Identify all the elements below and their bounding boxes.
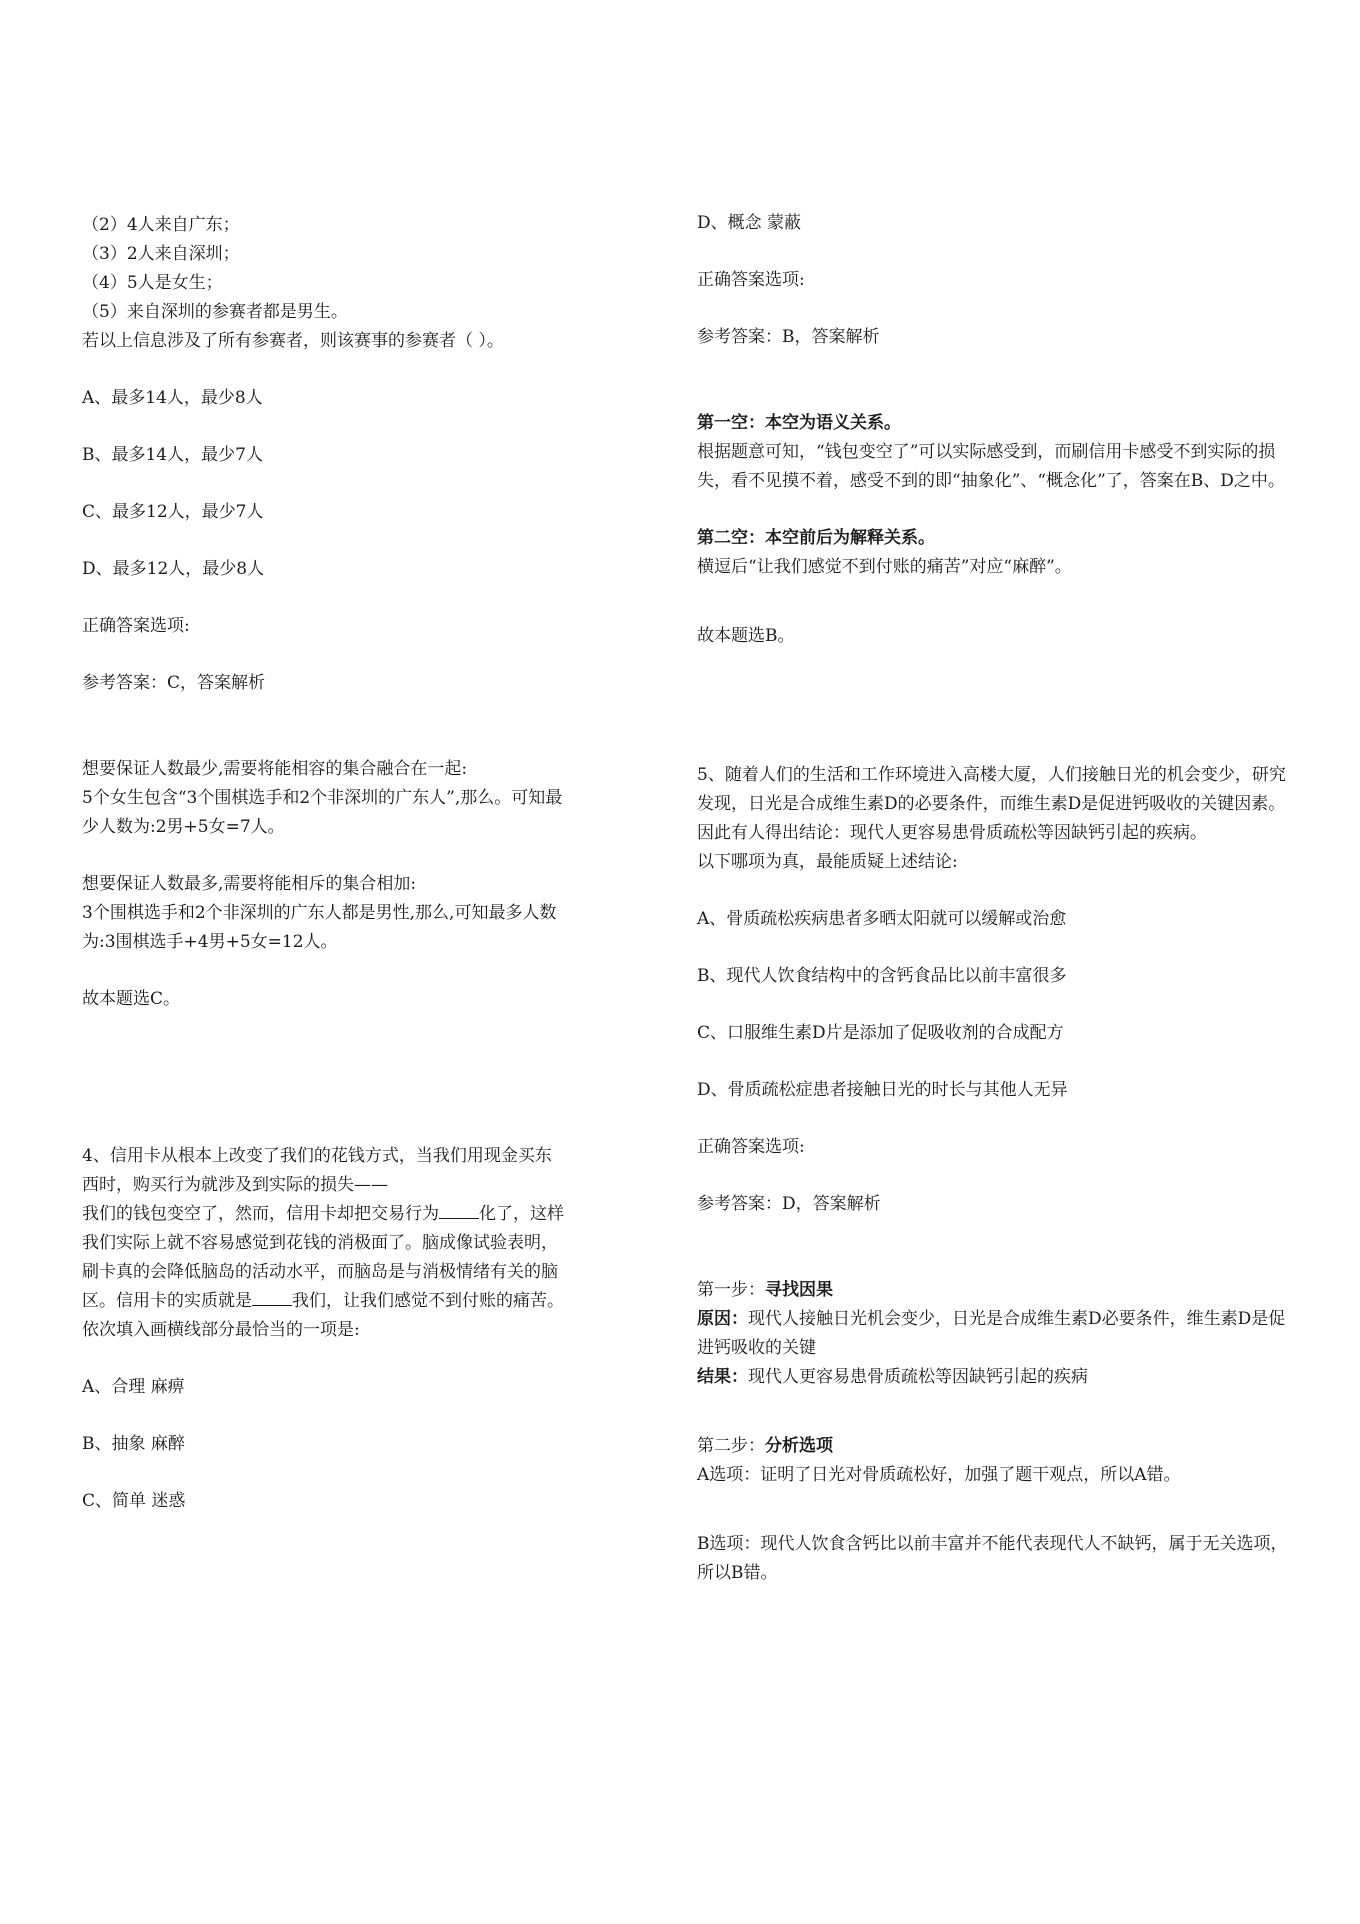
- q4-option-d: D、概念 蒙蔽: [697, 213, 802, 233]
- q5-correct-label: 正确答案选项:: [697, 1137, 805, 1157]
- q4-blank1-title: 第一空：本空为语义关系。: [697, 413, 901, 433]
- analysis-a: A选项：证明了日光对骨质疏松好，加强了题干观点，所以A错。: [697, 1465, 1181, 1485]
- step2-heading: [697, 1432, 1297, 1461]
- q3-option-b: B、最多14人，最少7人: [82, 445, 263, 465]
- q3-correct-label: 正确答案选项:: [82, 616, 190, 636]
- condition-2: （2）4人来自广东；: [82, 215, 240, 235]
- step1-label: 第一步：: [697, 1280, 765, 1300]
- q3-expl-max-2: 3个围棋选手和2个非深圳的广东人都是男性,那么,可知最多人数为:3围棋选手+4男+5女=12人。: [82, 903, 557, 952]
- q4-blank2-title: 第二空：本空前后为解释关系。: [697, 528, 935, 548]
- step1-title: 寻找因果: [765, 1280, 833, 1300]
- q4-conclusion: 故本题选B。: [697, 626, 795, 646]
- q3-conclusion: 故本题选C。: [82, 989, 181, 1009]
- q4-stem-2b: 化了，这样我们实际上就不容易感觉到花钱的消极面了。脑成像试验表明，刷卡真的会降低脑岛的活动水平，而脑岛是与消极情绪有关的脑区。信用卡的实质就是: [82, 1204, 564, 1311]
- q3-expl-min-1: 想要保证人数最少,需要将能相容的集合融合在一起:: [82, 759, 468, 779]
- right-column: [697, 209, 1297, 1588]
- q4-option-b: B、抽象 麻醉: [82, 1434, 185, 1454]
- q5-option-a: A、骨质疏松疾病患者多晒太阳就可以缓解或治愈: [697, 909, 1067, 929]
- q4-option-a: A、合理 麻痹: [82, 1377, 185, 1397]
- q4-stem-3: 依次填入画横线部分最恰当的一项是:: [82, 1320, 360, 1340]
- condition-5: （5）来自深圳的参赛者都是男生。: [82, 302, 348, 322]
- q3-option-a: A、最多14人，最少8人: [82, 388, 263, 408]
- effect-line: [697, 1363, 1297, 1392]
- q4-correct-label: 正确答案选项:: [697, 270, 805, 290]
- analysis-b: B选项：现代人饮食含钙比以前丰富并不能代表现代人不缺钙，属于无关选项，所以B错。: [697, 1534, 1288, 1583]
- q5-option-c: C、口服维生素D片是添加了促吸收剂的合成配方: [697, 1023, 1064, 1043]
- condition-3: （3）2人来自深圳；: [82, 244, 240, 264]
- q4-blank1-text: 根据题意可知，“钱包变空了”可以实际感受到，而刷信用卡感受不到实际的损失，看不见摸不着，感受不到的即“抽象化”、“概念化”了，答案在B、D之中。: [697, 442, 1285, 491]
- blank-line-2: [252, 1287, 292, 1306]
- condition-4: （4）5人是女生；: [82, 273, 223, 293]
- blank-line-1: [439, 1200, 479, 1219]
- effect-label: 结果：: [697, 1367, 748, 1387]
- q4-stem-2a: 我们的钱包变空了，然而，信用卡却把交易行为: [82, 1204, 439, 1224]
- q4-stem-1: 4、信用卡从根本上改变了我们的花钱方式，当我们用现金买东西时，购买行为就涉及到实际的损失——: [82, 1146, 552, 1195]
- q5-stem: 5、随着人们的生活和工作环境进入高楼大厦，人们接触日光的机会变少，研究发现，日光是合成维生素D的必要条件，而维生素D是促进钙吸收的关键因素。因此有人得出结论：现代人更容易患骨质疏松等因缺钙引起的疾病。: [697, 765, 1286, 843]
- q3-option-c: C、最多12人，最少7人: [82, 502, 264, 522]
- q3-expl-max-1: 想要保证人数最多,需要将能相斥的集合相加:: [82, 874, 417, 894]
- q3-expl-min-2: 5个女生包含“3个围棋选手和2个非深圳的广东人”,那么。可知最少人数为:2男+5女=7人。: [82, 788, 563, 837]
- q3-answer: 参考答案：C，答案解析: [82, 673, 266, 693]
- effect-text: 现代人更容易患骨质疏松等因缺钙引起的疾病: [748, 1367, 1088, 1387]
- step2-title: 分析选项: [765, 1436, 833, 1456]
- left-column: [82, 211, 566, 1516]
- q4-stem-2: [82, 1200, 566, 1316]
- q5-option-b: B、现代人饮食结构中的含钙食品比以前丰富很多: [697, 966, 1067, 986]
- q4-stem-2c: 我们，让我们感觉不到付账的痛苦。: [292, 1291, 564, 1311]
- cause-label: 原因：: [697, 1309, 748, 1329]
- cause-text: 现代人接触日光机会变少，日光是合成维生素D必要条件，维生素D是促进钙吸收的关键: [697, 1309, 1286, 1358]
- q3-option-d: D、最多12人，最少8人: [82, 559, 265, 579]
- step1-heading: [697, 1276, 1297, 1305]
- q4-option-c: C、简单 迷惑: [82, 1491, 186, 1511]
- q3-question: 若以上信息涉及了所有参赛者，则该赛事的参赛者（ ）。: [82, 331, 504, 351]
- cause-line: [697, 1305, 1297, 1363]
- step2-label: 第二步：: [697, 1436, 765, 1456]
- q4-answer: 参考答案：B，答案解析: [697, 327, 880, 347]
- q5-question: 以下哪项为真，最能质疑上述结论:: [697, 852, 958, 872]
- q4-blank2-text: 横逗后“让我们感觉不到付账的痛苦”对应“麻醉”。: [697, 557, 1072, 577]
- q5-answer: 参考答案：D，答案解析: [697, 1194, 881, 1214]
- q5-option-d: D、骨质疏松症患者接触日光的时长与其他人无异: [697, 1080, 1068, 1100]
